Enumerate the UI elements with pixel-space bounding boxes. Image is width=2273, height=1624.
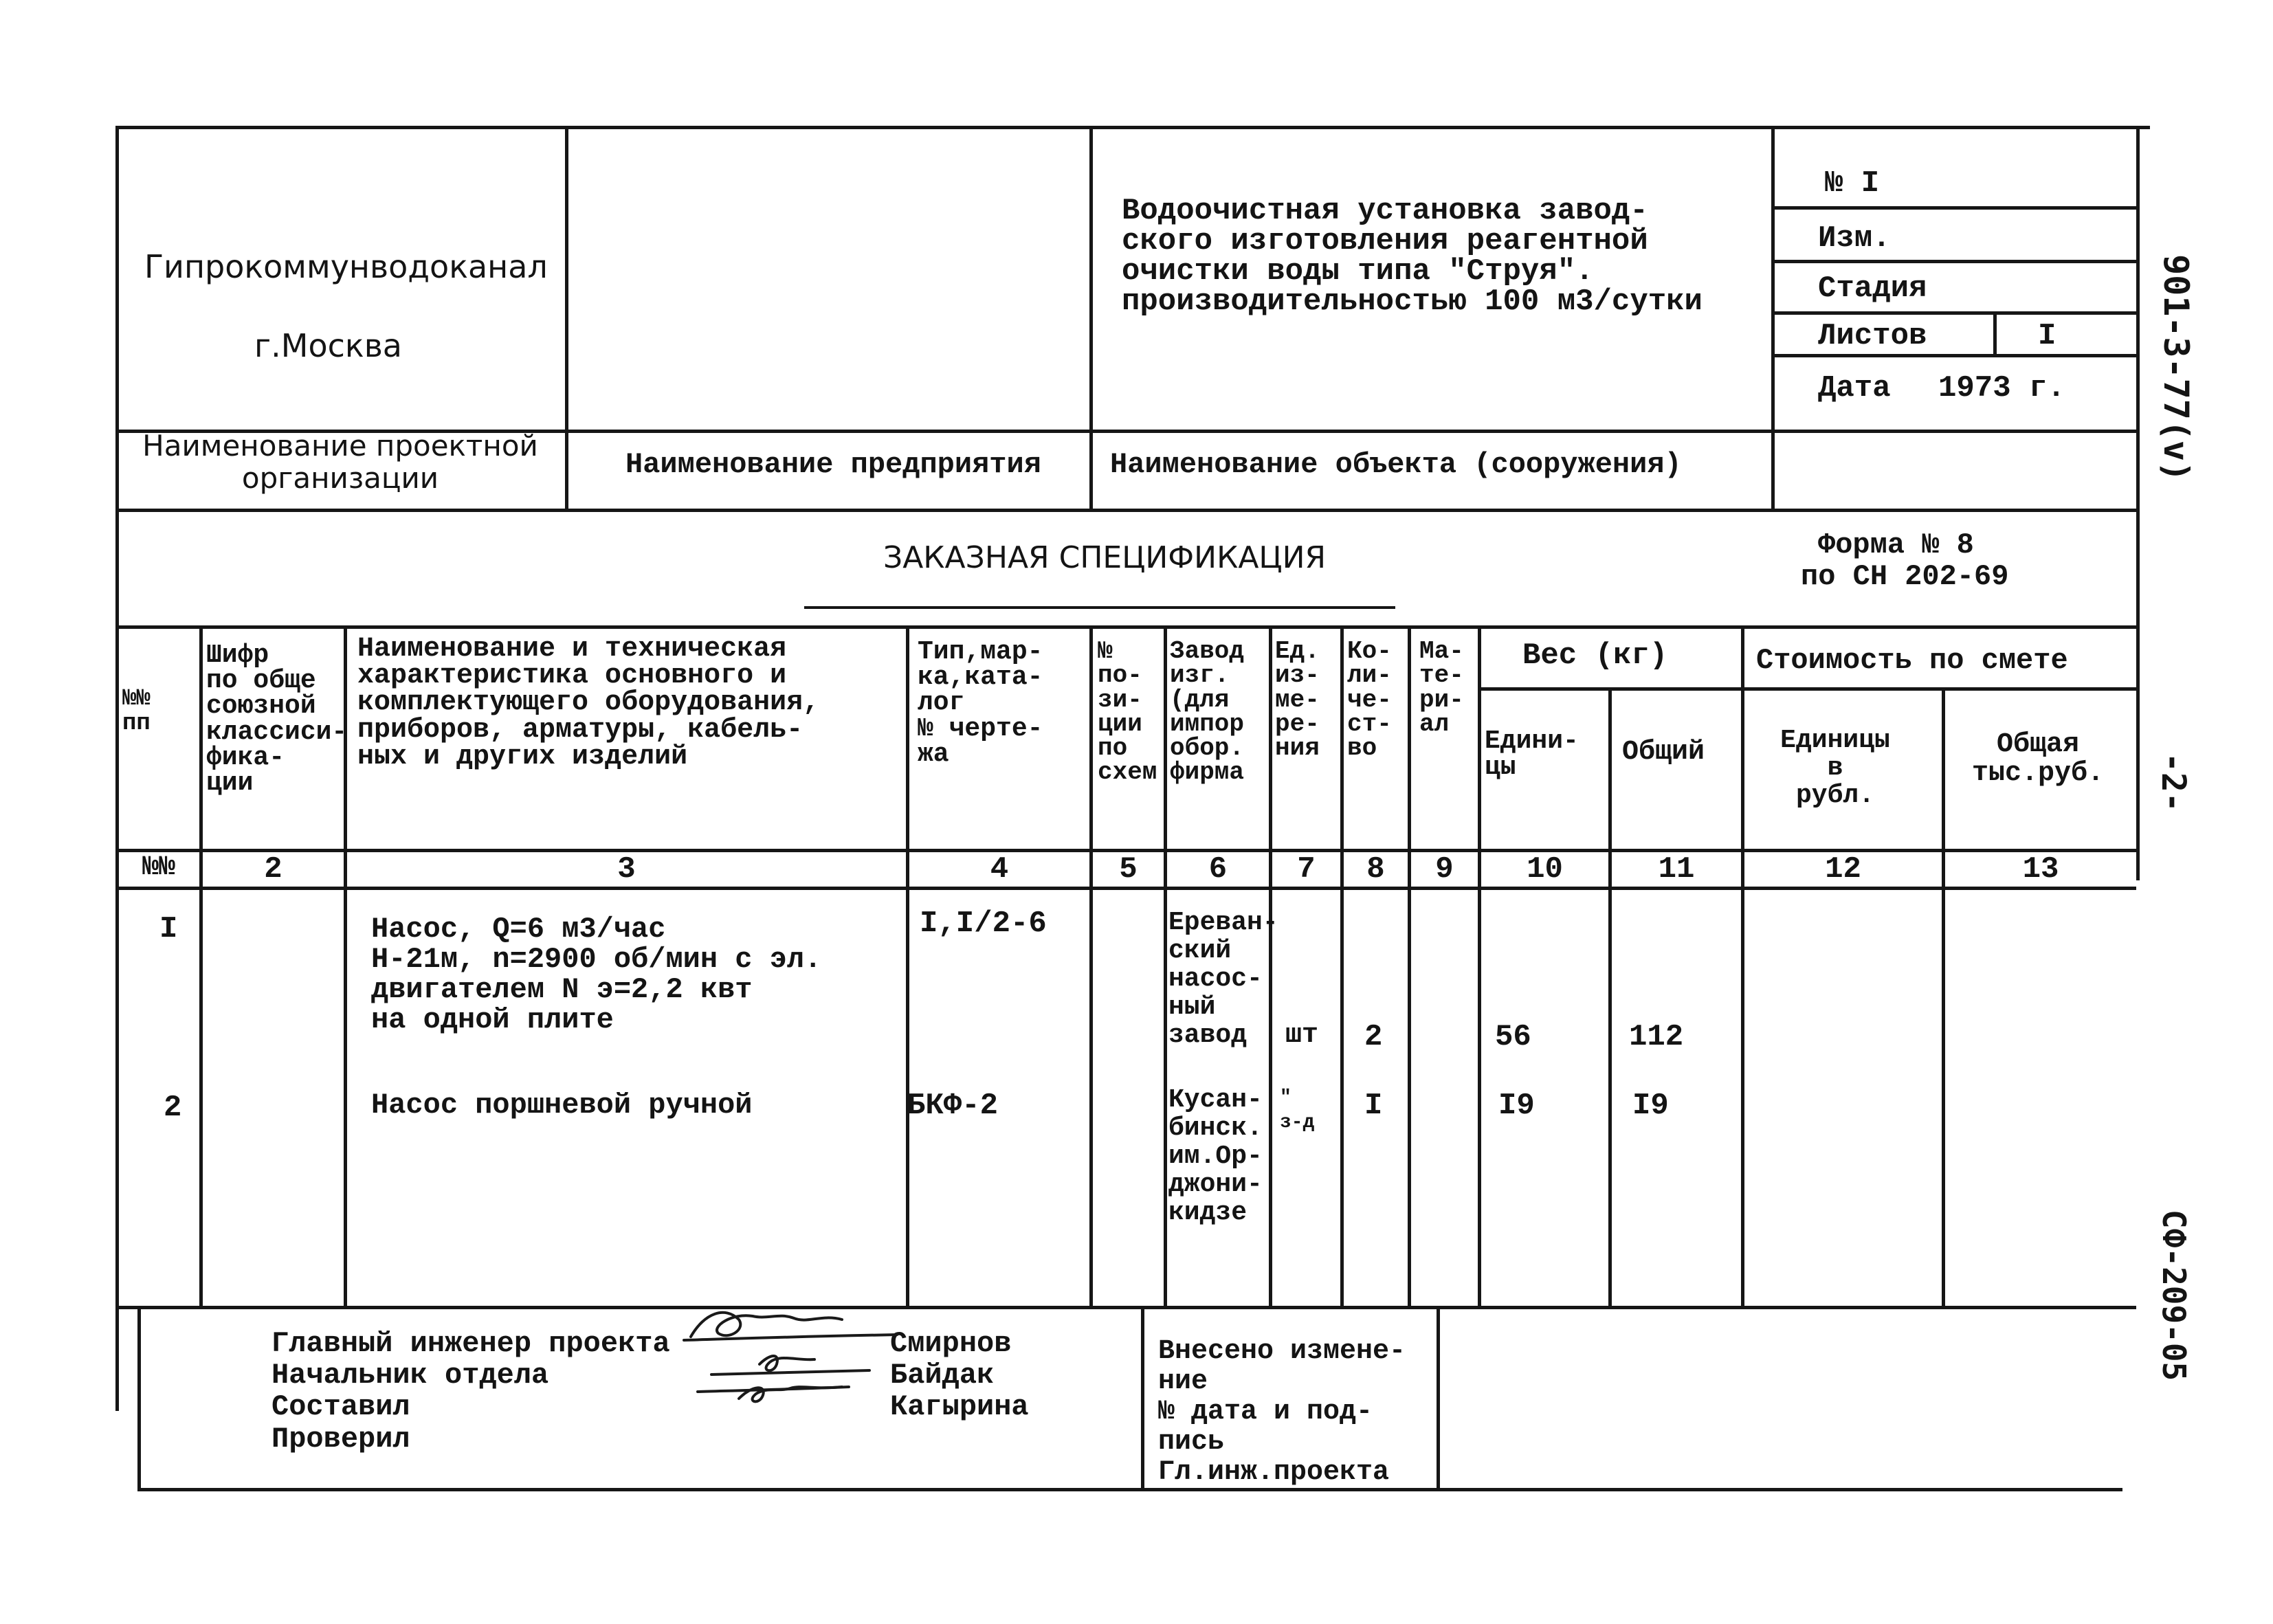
row-factory: Кусан- бинск. им.Ор- джони- кидзе xyxy=(1168,1085,1263,1228)
row-factory: Ереван- ский насос- ный завод xyxy=(1168,908,1278,1051)
rule-stamp-v xyxy=(1993,311,1997,354)
rule-col-11 xyxy=(1741,625,1744,1306)
stamp-izm: Изм. xyxy=(1818,221,1891,256)
th-col12: Единицы в рубл. xyxy=(1780,726,1890,810)
row-number: 2 xyxy=(164,1091,182,1125)
rule-stamp-5 xyxy=(1771,430,2136,433)
rule-stamp-2 xyxy=(1771,260,2136,263)
rule-col-9 xyxy=(1478,625,1481,1306)
row-qty: 2 xyxy=(1364,1020,1383,1054)
rule-col-7 xyxy=(1340,625,1344,1306)
row-unit: шт xyxy=(1285,1020,1319,1051)
th-col13: Общая тыс.руб. xyxy=(1971,729,2105,789)
th-col8: Ко- ли- че- ст- во xyxy=(1347,637,1392,763)
th-col2: Шифр по обще союзной классиси- фика- ции xyxy=(206,641,348,799)
object-title-line: очистки воды типа "Струя". xyxy=(1122,254,1594,289)
row-number: I xyxy=(159,912,178,946)
th-col9: Ма- те- ри- ал xyxy=(1419,637,1464,738)
rule-weight-cost-sub xyxy=(1478,687,2136,691)
col-num-7: 7 xyxy=(1297,852,1316,887)
signatures-image xyxy=(677,1299,904,1436)
rule-left xyxy=(115,126,119,1411)
label-enterprise: Наименование предприятия xyxy=(625,448,1041,481)
stamp-data-value: 1973 г. xyxy=(1938,371,2065,405)
rule-footer-bottom xyxy=(137,1488,2122,1491)
rule-stamp-1 xyxy=(1771,206,2136,210)
signer-chief-engineer: Главный инженер проекта xyxy=(271,1327,670,1360)
th-col10: Едини- цы xyxy=(1485,726,1579,782)
th-col11: Общий xyxy=(1622,737,1705,768)
signer-name: Кагырина xyxy=(890,1390,1029,1424)
row-weight-total: 112 xyxy=(1629,1020,1684,1054)
col-num-6: 6 xyxy=(1208,852,1228,887)
signer-name: Байдак xyxy=(890,1359,995,1392)
col-num-10: 10 xyxy=(1527,852,1563,887)
row-unit: " з-д xyxy=(1280,1087,1315,1134)
col-num-5: 5 xyxy=(1119,852,1138,887)
signer-names xyxy=(890,1328,1029,1423)
col-num-13: 13 xyxy=(2022,852,2059,887)
col-num-12: 12 xyxy=(1825,852,1861,887)
label-org-line1: Наименование проектной xyxy=(142,429,538,463)
rule-stamp-3 xyxy=(1771,311,2136,315)
row-type: БКФ-2 xyxy=(907,1089,999,1123)
row-name: Насос, Q=6 м3/час Н-21м, n=2900 об/мин с эл. двигателем N э=2,2 квт на одной плите xyxy=(371,913,822,1037)
spec-form-line1: Форма № 8 xyxy=(1818,529,1974,561)
signer-dept-head: Начальник отдела xyxy=(271,1359,549,1392)
row-qty: I xyxy=(1364,1089,1383,1123)
signer-checked: Проверил xyxy=(271,1422,410,1456)
object-title xyxy=(1122,196,1703,317)
col-num-1: №№ xyxy=(142,852,175,883)
th-weight: Вес (кг) xyxy=(1522,638,1668,673)
rule-v-header-1 xyxy=(565,126,568,511)
th-col6: Завод изг. (для импор обор. фирма xyxy=(1170,637,1245,787)
th-col1: №№ пп xyxy=(122,686,151,737)
object-title-line: Водоочистная установка завод- xyxy=(1122,194,1648,228)
rule-v-header-3 xyxy=(1771,126,1775,511)
org-city: г.Москва xyxy=(254,327,402,364)
row-weight-unit: 56 xyxy=(1495,1020,1531,1054)
rule-right xyxy=(2136,126,2140,880)
object-title-line: производительностью 100 м3/сутки xyxy=(1122,285,1703,319)
stamp-stadiya: Стадия xyxy=(1818,271,1927,306)
th-col4: Тип,мар- ка,ката- лог № черте- жа xyxy=(918,637,1043,769)
stamp-listov-value: I xyxy=(2038,319,2056,353)
stamp-data-label: Дата xyxy=(1818,371,1891,405)
rule-footer-mid xyxy=(1141,1306,1144,1491)
col-num-11: 11 xyxy=(1658,852,1695,887)
col-num-4: 4 xyxy=(990,852,1009,887)
col-num-9: 9 xyxy=(1435,852,1454,887)
th-col3: Наименование и техническая характеристика основного и комплектующего оборудования, приборов, арматуры, кабель- ных и других изделий xyxy=(357,634,820,772)
spec-title: ЗАКАЗНАЯ СПЕЦИФИКАЦИЯ xyxy=(883,540,1327,575)
row-weight-total: I9 xyxy=(1632,1089,1669,1123)
margin-code-bottom: СФ-209-05 xyxy=(2155,1210,2193,1381)
rule-table-top xyxy=(115,625,2136,629)
th-cost: Стоимость по смете xyxy=(1756,644,2068,677)
rule-col-1 xyxy=(199,625,203,1306)
rule-col-8 xyxy=(1408,625,1411,1306)
rule-col-12 xyxy=(1942,687,1945,1306)
margin-page-number: -2- xyxy=(2154,753,2193,812)
rule-col-3 xyxy=(906,625,909,1306)
th-col5: № по- зи- ции по схем xyxy=(1098,637,1157,787)
rule-stamp-4 xyxy=(1771,354,2136,357)
signer-compiled: Составил xyxy=(271,1390,410,1424)
rule-footer-left xyxy=(137,1306,141,1491)
margin-code-top: 901-3-77(v) xyxy=(2156,254,2196,482)
row-type: I,I/2-6 xyxy=(920,906,1047,941)
rule-spec-underline xyxy=(804,606,1395,609)
stamp-listov: Листов xyxy=(1818,319,1927,353)
th-col7: Ед. из- ме- ре- ния xyxy=(1275,637,1320,763)
row-name: Насос поршневой ручной xyxy=(371,1089,753,1122)
col-num-3: 3 xyxy=(617,852,636,887)
rule-top xyxy=(115,126,2150,129)
rule-header-labels-bottom xyxy=(115,509,2136,512)
object-title-line: ского изготовления реагентной xyxy=(1122,224,1648,258)
rule-table-body-top xyxy=(115,887,2136,890)
signers-list xyxy=(271,1328,670,1455)
rule-table-bottom xyxy=(115,1306,2136,1309)
row-weight-unit: I9 xyxy=(1498,1089,1535,1123)
col-num-8: 8 xyxy=(1366,852,1385,887)
stamp-number: № I xyxy=(1825,166,1880,201)
rule-col-10 xyxy=(1608,687,1612,1306)
rule-v-header-2 xyxy=(1089,126,1093,511)
rule-col-4 xyxy=(1089,625,1093,1306)
col-num-2: 2 xyxy=(264,852,282,887)
rule-footer-right xyxy=(1437,1306,1440,1491)
spec-form-line2: по СН 202-69 xyxy=(1801,560,2009,593)
label-object: Наименование объекта (сооружения) xyxy=(1110,448,1682,481)
rule-col-5 xyxy=(1164,625,1167,1306)
change-note: Внесено измене- ние № дата и под- пись Гл.инж.проекта xyxy=(1158,1336,1406,1488)
org-name: Гипрокоммунводоканал xyxy=(144,248,548,285)
label-org-line2: организации xyxy=(241,461,439,495)
signer-name: Смирнов xyxy=(890,1327,1012,1360)
